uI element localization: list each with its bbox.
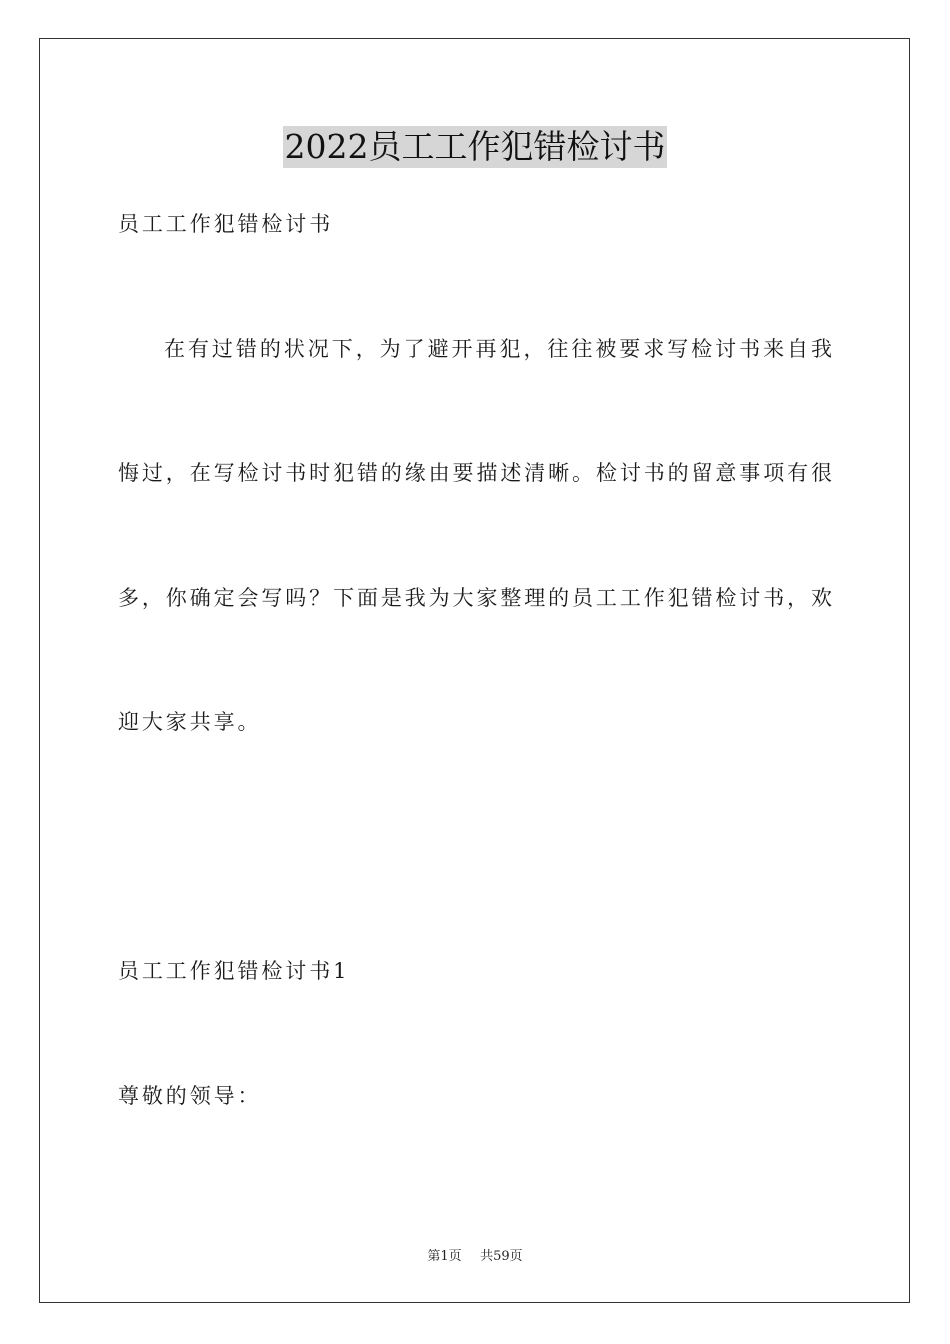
intro-line-3: 多，你确定会写吗？下面是我为大家整理的员工工作犯错检讨书，欢 xyxy=(118,586,832,610)
salutation: 尊敬的领导： xyxy=(118,1084,262,1108)
subtitle: 员工工作犯错检讨书 xyxy=(118,212,334,236)
intro-line-1: 在有过错的状况下，为了避开再犯，往往被要求写检讨书来自我 xyxy=(164,337,832,361)
page-footer xyxy=(0,1248,950,1266)
title-container xyxy=(0,126,950,168)
section-heading: 员工工作犯错检讨书1 xyxy=(118,959,350,983)
intro-line-2: 悔过，在写检讨书时犯错的缘由要描述清晰。检讨书的留意事项有很 xyxy=(118,461,832,485)
page-number: 第1页 xyxy=(427,1249,462,1264)
document-title: 2022员工工作犯错检讨书 xyxy=(284,127,666,166)
intro-line-4: 迎大家共享。 xyxy=(118,710,262,734)
page-total: 共59页 xyxy=(480,1249,523,1264)
